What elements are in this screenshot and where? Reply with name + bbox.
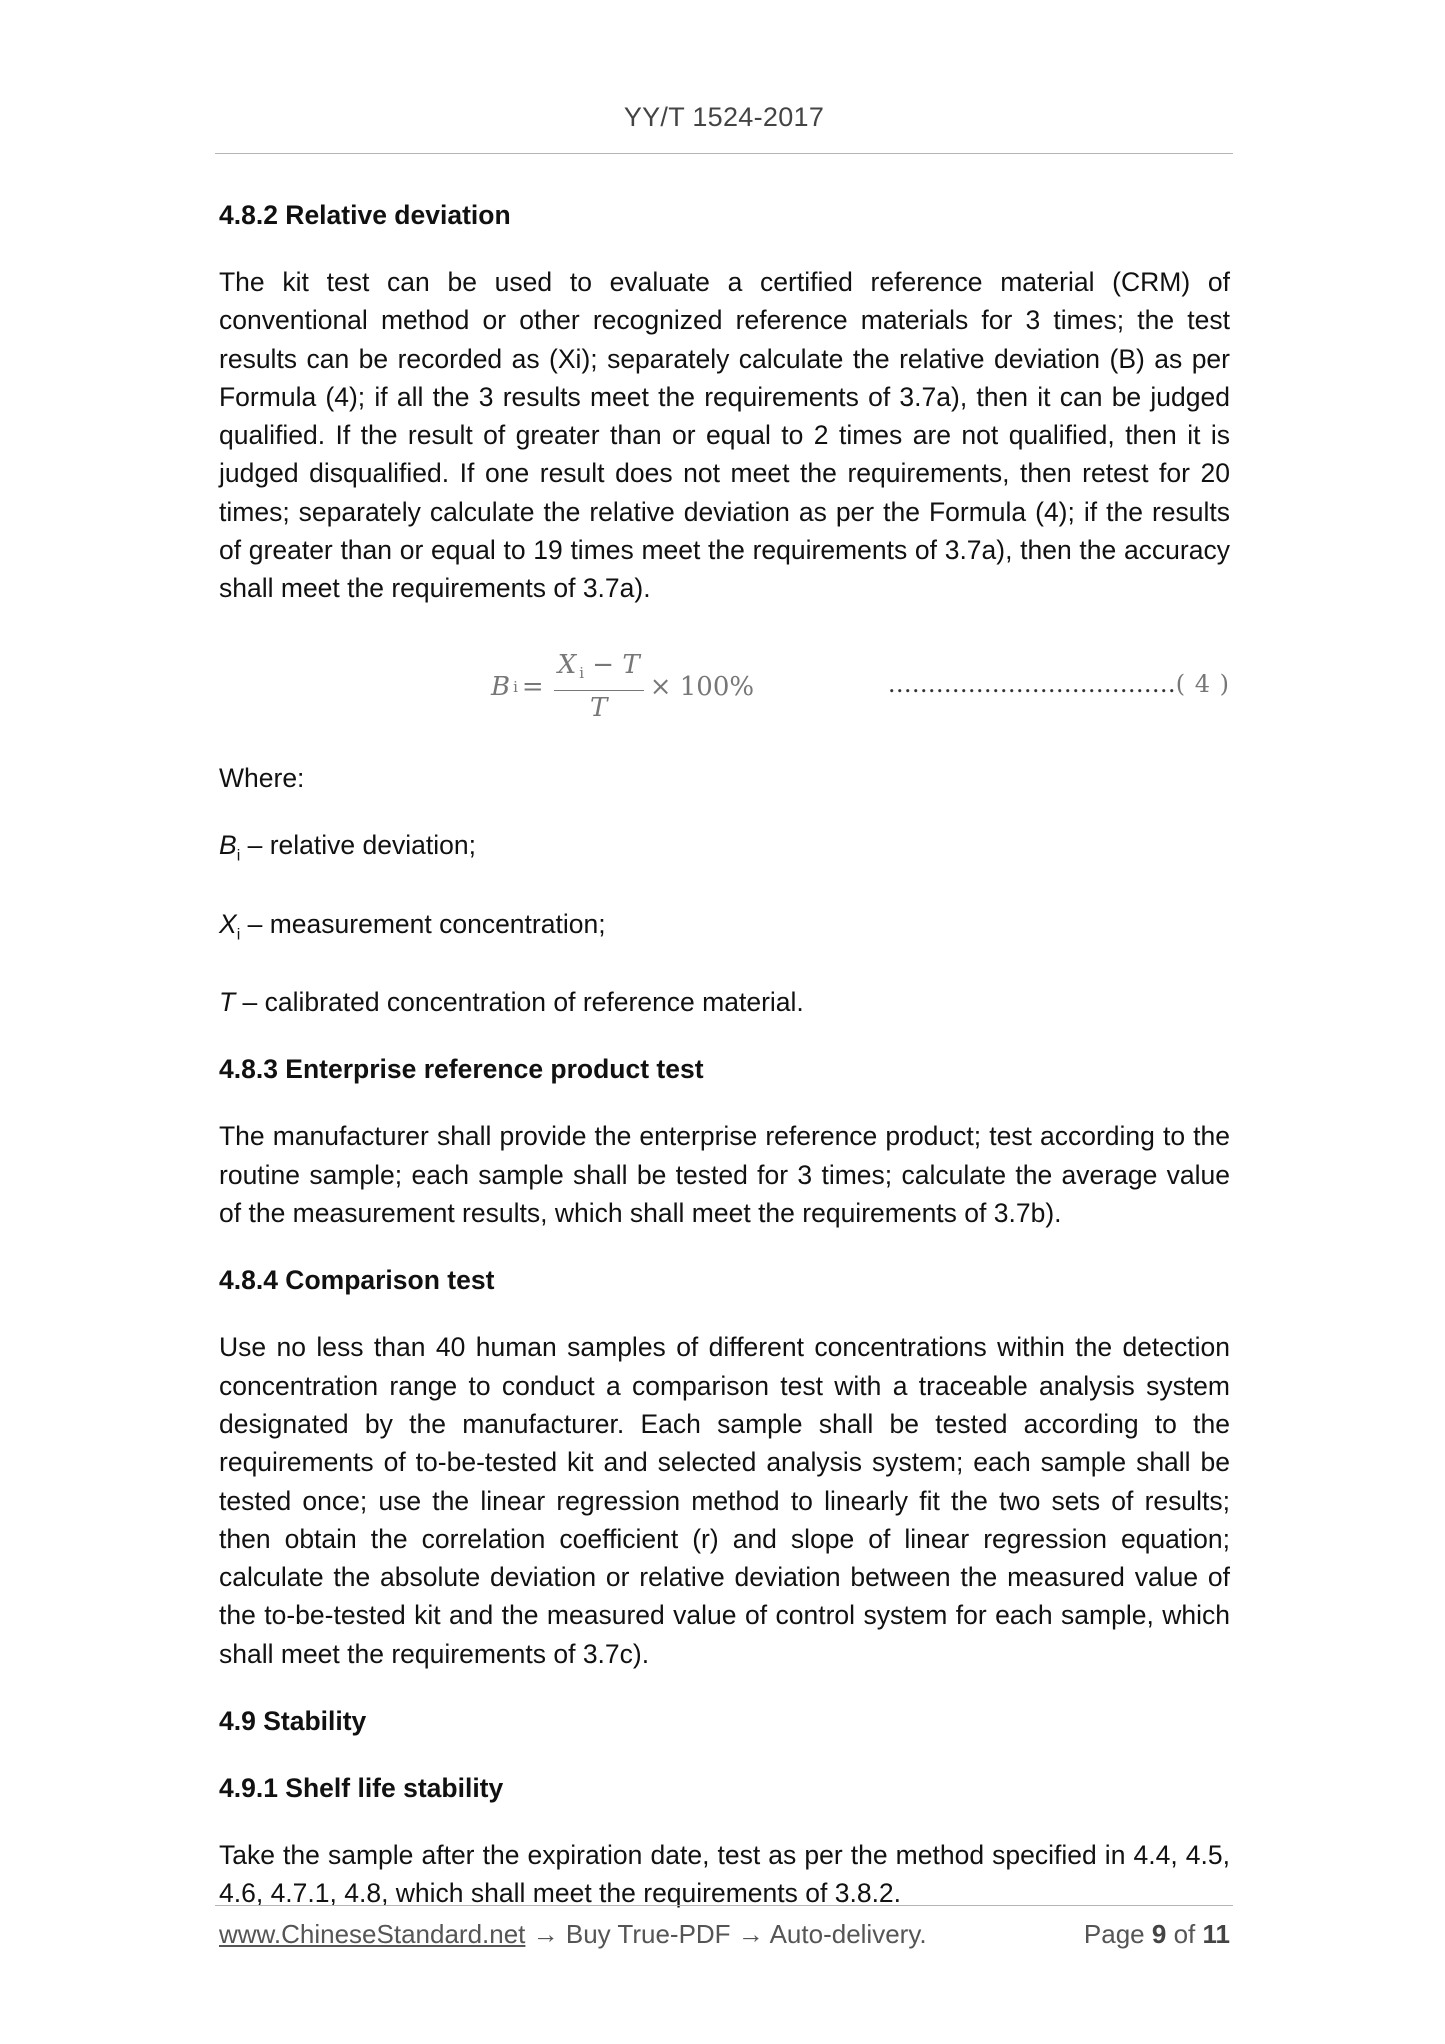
running-header: YY/T 1524-2017 [623,102,825,132]
heading-4-8-2: 4.8.2 Relative deviation [219,200,511,230]
def-sub: i [236,925,241,943]
definition-x [219,905,1230,955]
definition-b [219,826,1230,876]
def-symbol: T [219,987,236,1018]
of-label: of [1173,1919,1196,1949]
paragraph-4-8-2: The kit test can be used to evaluate a certified reference material (CRM) of conventional method or other recognized reference materials for 3 times; the test results can be recorded as (Xi); separately calculate the relative deviation (B) as per Formula (4); if all the 3 results meet the requirements of 3.7a), then it can be judged qualified. If the result of greater than or equal to 2 times are not qualified, then it is judged disqualified. If one result does not meet the requirements, then retest for 20 times; separately calculate the relative deviation as per the Formula (4); if the results of greater than or equal to 19 times meet the requirements of 3.7a), then the accuracy shall meet the requirements of 3.7a). [219,267,1230,604]
numerator-rest: − T [584,650,640,681]
formula-expression [491,637,754,737]
paragraph-4-8-3: The manufacturer shall provide the enterprise reference product; test according to the routine sample; each sample shall be tested for 3 times; calculate the average value of the measurement results, which shall meet the requirements of 3.7b). [219,1121,1230,1229]
formula-4 [219,637,1230,737]
def-text: – measurement concentration; [240,908,606,939]
page-total: 11 [1202,1919,1230,1949]
heading-4-8-3: 4.8.3 Enterprise reference product test [219,1054,704,1085]
denominator-symbol: T [590,693,608,724]
header-divider [215,153,1233,154]
buy-text: Buy True-PDF [565,1919,731,1949]
arrow-right-icon: → [525,1919,566,1949]
formula-lhs-sub: i [513,677,518,696]
page-counter [1084,1919,1230,1950]
formula-fraction [554,650,644,723]
formula-lhs: B [491,671,511,702]
formula-times: × 100% [649,671,755,702]
def-text: – calibrated concentration of reference material. [235,987,804,1018]
page-content [219,196,1230,1942]
def-symbol: X [219,908,237,939]
paragraph-4-9-1: Take the sample after the expiration date, test as per the method specified in 4.4, 4.5, 4.6, 4.7.1, 4.8, which shall meet the requirements of 3.8.2. [219,1840,1230,1909]
arrow-right-icon: → [730,1919,770,1949]
formula-number-label: ( 4 ) [1175,669,1230,698]
page-number: 9 [1151,1919,1167,1949]
heading-4-9: 4.9 Stability [219,1706,367,1737]
heading-4-8-4: 4.8.4 Comparison test [219,1265,495,1296]
def-symbol: B [219,829,237,860]
formula-numerator [554,650,644,691]
formula-leader-dots: ……………………………… [887,669,1176,698]
website-link[interactable]: www.ChineseStandard.net [219,1919,526,1949]
delivery-text: Auto-delivery. [769,1919,927,1949]
definition-t [219,983,1230,1021]
footer-divider [215,1905,1233,1906]
page-label: Page [1083,1919,1145,1949]
numerator-sub: i [579,664,585,683]
formula-number [888,665,1230,703]
numerator-symbol: X [557,650,577,681]
where-label: Where: [219,762,305,793]
paragraph-4-8-4: Use no less than 40 human samples of different concentrations within the detection concentration range to conduct a comparison test with a traceable analysis system designated by the manufacturer. Each sample shall be tested according to the requirements of to-be-tested kit and selected analysis system; each sample shall be tested once; use the linear regression method to linearly fit the two sets of results; then obtain the correlation coefficient (r) and slope of linear regression equation; calculate the absolute deviation or relative deviation between the measured value of the to-be-tested kit and the measured value of control system for each sample, which shall meet the requirements of 3.7c). [219,1332,1230,1669]
def-sub: i [236,847,241,865]
heading-4-9-1: 4.9.1 Shelf life stability [219,1773,504,1804]
formula-equals: = [521,671,544,702]
page-footer [219,1919,1230,1950]
def-text: – relative deviation; [240,829,476,860]
formula-denominator [590,691,607,723]
